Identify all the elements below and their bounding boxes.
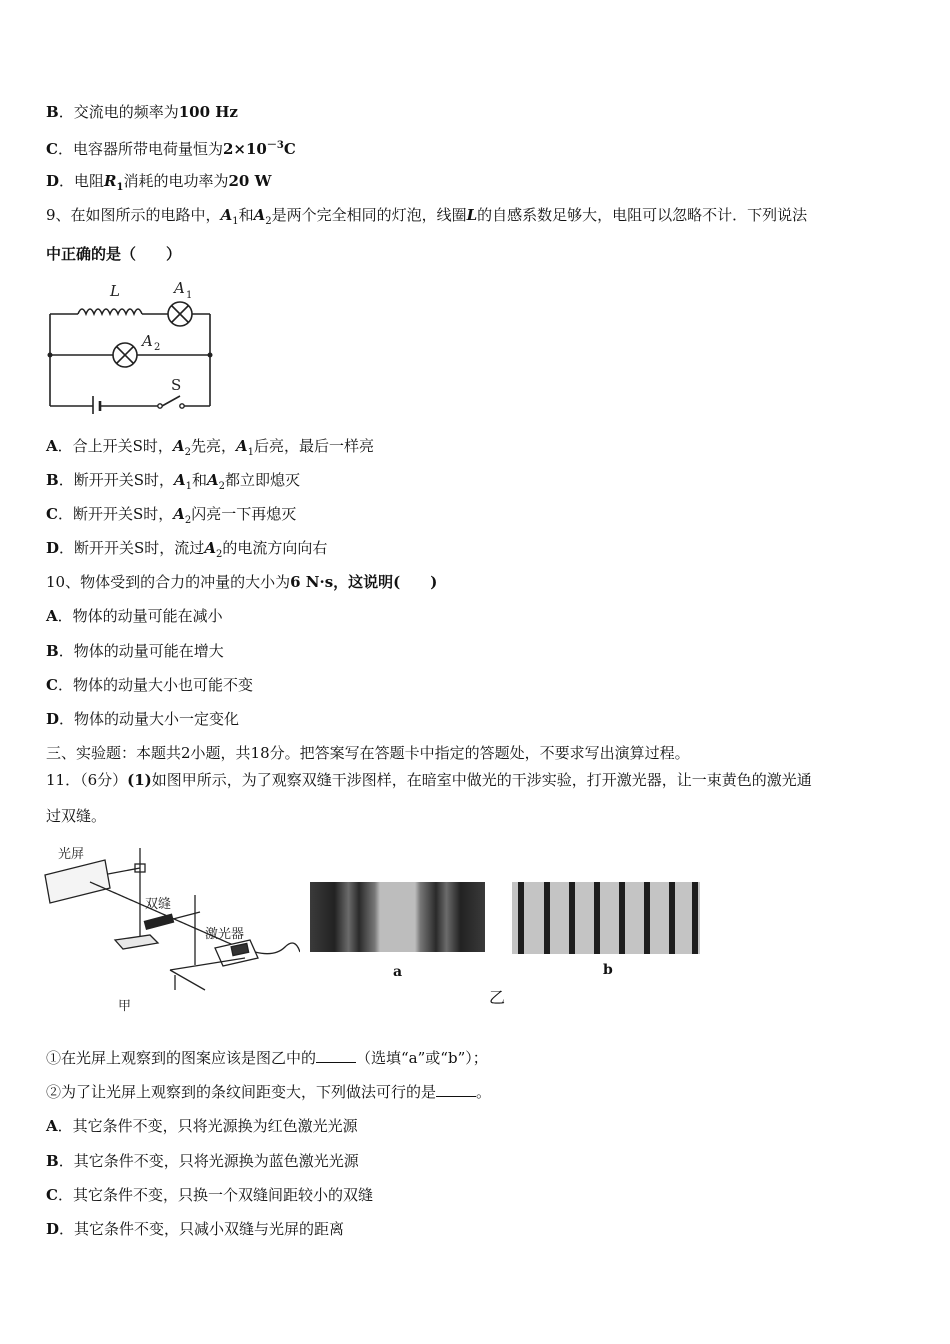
q9-option-b: B．断开开关S时，$A_1$和$A_2$都立即熄灭: [46, 471, 301, 492]
q11-option-a: A．其它条件不变，只将光源换为红色激光光源: [46, 1117, 358, 1135]
apparatus-figure: [40, 840, 300, 1015]
answer-blank-2[interactable]: [436, 1082, 476, 1097]
q11-stem-line1: 11．（6分）(1)如图甲所示，为了观察双缝干涉图样，在暗室中做光的干涉实验，打开激光器，让一束黄色的激光通: [46, 771, 812, 789]
q8-option-d: D．电阻$R_1$消耗的电功率为20 W: [46, 172, 272, 193]
q10-option-a: A．物体的动量可能在减小: [46, 607, 223, 625]
q9-option-d: D．断开开关S时，流过$A_2$的电流方向向右: [46, 539, 328, 560]
label-b: b: [603, 962, 613, 978]
q11-sub2: ②为了让光屏上观察到的条纹间距变大，下列做法可行的是 。: [46, 1083, 492, 1101]
label-a: a: [393, 964, 403, 980]
q11-option-b: B．其它条件不变，只将光源换为蓝色激光光源: [46, 1152, 359, 1170]
q10-option-c: C．物体的动量大小也可能不变: [46, 676, 253, 694]
label-S: S: [171, 376, 182, 394]
label-laser: 激光器: [205, 927, 245, 942]
label-yi: 乙: [489, 988, 506, 1007]
q11-stem-line2: 过双缝。: [46, 807, 107, 825]
label-A2: A: [142, 332, 153, 350]
answer-blank-1[interactable]: [316, 1048, 356, 1063]
q11-option-d: D．其它条件不变，只减小双缝与光屏的距离: [46, 1220, 345, 1238]
q9-stem-line2: 中正确的是（ ）: [46, 245, 182, 263]
q10-stem: 10、物体受到的合力的冲量的大小为6 N·s，这说明( ): [46, 573, 438, 591]
section-3-heading: 三、实验题：本题共2小题，共18分。把答案写在答题卡中指定的答题处，不要求写出演算过程。: [46, 744, 690, 762]
q10-option-d: D．物体的动量大小一定变化: [46, 710, 240, 728]
svg-text:2: 2: [154, 342, 161, 353]
svg-text:1: 1: [186, 290, 193, 301]
q11-sub1: ①在光屏上观察到的图案应该是图乙中的 （选填“a”或“b”）；: [46, 1049, 488, 1067]
label-double-slit: 双缝: [145, 897, 172, 912]
label-jia: 甲: [118, 999, 132, 1014]
circuit-diagram: [40, 272, 220, 414]
q8-option-c: C．电容器所带电荷量恒为$2\times 10^{-3}C$: [46, 140, 296, 158]
q9-option-a: A．合上开关S时，$A_2$先亮，$A_1$后亮，最后一样亮: [46, 437, 374, 458]
pattern-a: [310, 882, 485, 952]
q11-option-c: C．其它条件不变，只换一个双缝间距较小的双缝: [46, 1186, 373, 1204]
label-L: L: [110, 282, 120, 300]
label-screen: 光屏: [58, 847, 85, 862]
label-A1: A: [174, 279, 185, 297]
q8-option-b: B．交流电的频率为100 Hz: [46, 103, 238, 121]
q9-stem-line1: 9、在如图所示的电路中，$A_1$和$A_2$是两个完全相同的灯泡，线圈L的自感系数足够大，电阻可以忽略不计．下列说法: [46, 206, 808, 227]
pattern-b: [512, 882, 700, 954]
q9-option-c: C．断开开关S时，$A_2$闪亮一下再熄灭: [46, 505, 297, 526]
q10-option-b: B．物体的动量可能在增大: [46, 642, 224, 660]
